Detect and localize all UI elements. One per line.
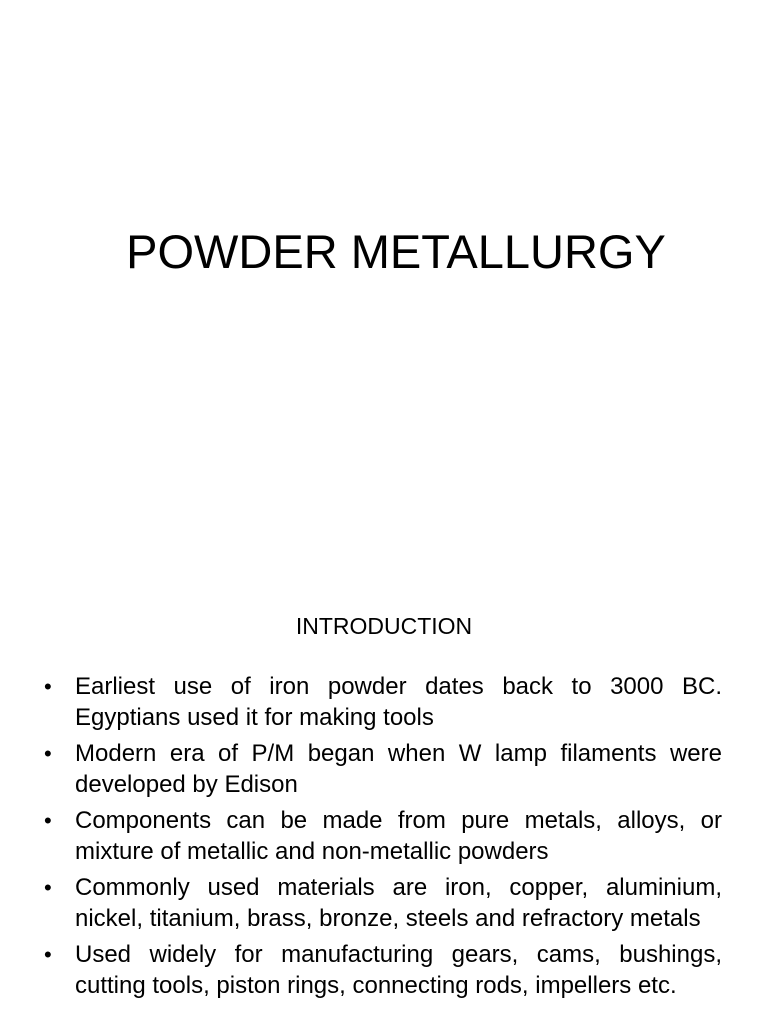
list-item-text: Modern era of P/M began when W lamp filaments were developed by Edison <box>75 740 722 798</box>
list-item <box>44 671 722 733</box>
section-heading: INTRODUCTION <box>295 613 473 639</box>
list-item-text: Components can be made from pure metals, alloys, or mixture of metallic and non-metallic powders <box>75 807 722 865</box>
bullet-list <box>44 671 722 1006</box>
bullet-icon: • <box>44 808 52 833</box>
list-item <box>44 738 722 800</box>
bullet-icon: • <box>44 942 52 967</box>
list-item <box>44 805 722 867</box>
bullet-icon: • <box>44 741 52 766</box>
list-item-text: Used widely for manufacturing gears, cams, bushings, cutting tools, piston rings, connecting rods, impellers etc. <box>75 941 722 999</box>
list-item <box>44 872 722 934</box>
bullet-icon: • <box>44 875 52 900</box>
list-item-text: Earliest use of iron powder dates back to 3000 BC. Egyptians used it for making tools <box>75 673 722 731</box>
introduction-slide <box>0 576 768 1024</box>
presentation-title: POWDER METALLURGY <box>126 225 666 278</box>
list-item <box>44 939 722 1001</box>
bullet-icon: • <box>44 674 52 699</box>
list-item-text: Commonly used materials are iron, copper, aluminium, nickel, titanium, brass, bronze, steels and refractory metals <box>75 874 722 932</box>
